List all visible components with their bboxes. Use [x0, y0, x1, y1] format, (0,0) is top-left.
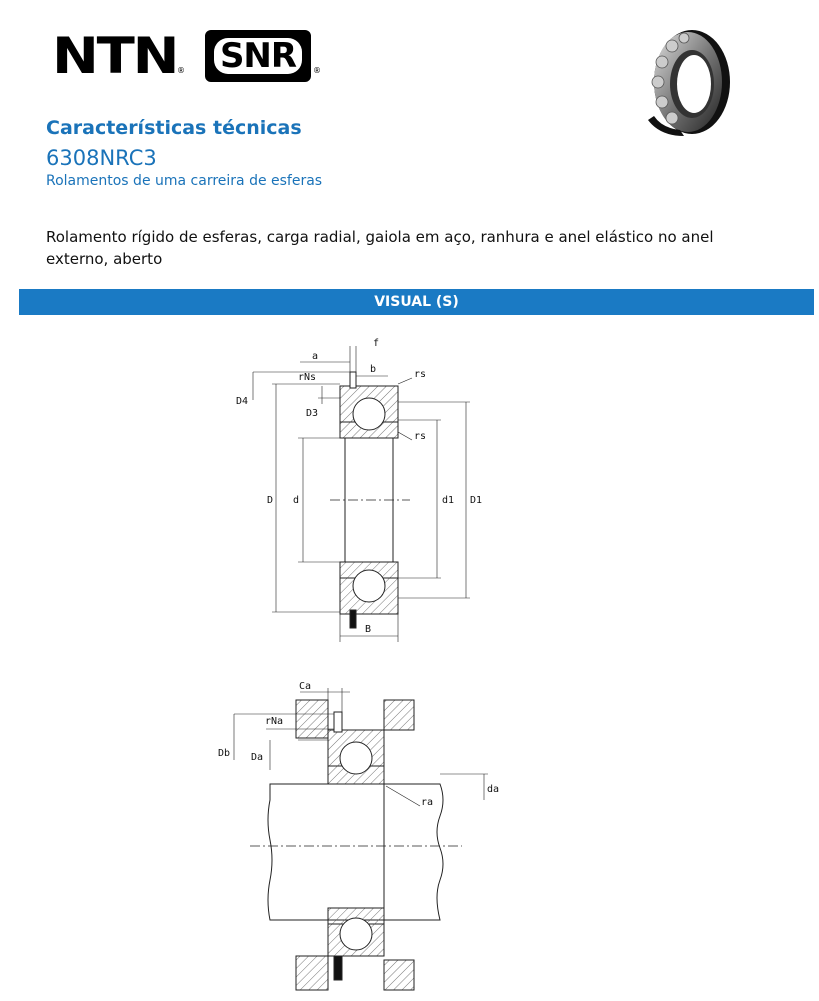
label-da: da — [487, 784, 500, 795]
label-d1: d1 — [442, 495, 455, 506]
label-a: a — [312, 351, 319, 362]
label-rs-top: rs — [414, 369, 427, 380]
bearing-section-drawing — [253, 346, 470, 642]
ntn-registered-mark: ® — [177, 66, 185, 75]
ntn-logo-text: NTN — [52, 27, 178, 85]
page-title: Características técnicas — [46, 117, 302, 139]
label-Db: Db — [218, 748, 231, 759]
label-D4: D4 — [236, 396, 249, 407]
label-f: f — [373, 338, 380, 349]
label-b: b — [370, 364, 377, 375]
product-subtitle: Rolamentos de uma carreira de esferas — [46, 173, 323, 189]
product-code: 6308NRC3 — [46, 146, 157, 170]
snr-logo-text: SNR — [214, 38, 302, 74]
label-ra: ra — [421, 797, 434, 808]
mounting-drawing — [234, 688, 488, 990]
section-bar-visual: VISUAL (S) — [19, 289, 814, 315]
label-rs-inner: rs — [414, 431, 427, 442]
label-D3: D3 — [306, 408, 319, 419]
label-Da: Da — [251, 752, 264, 763]
label-Ca: Ca — [299, 681, 312, 692]
label-D: D — [267, 495, 274, 506]
label-D1: D1 — [470, 495, 483, 506]
label-d: d — [293, 495, 300, 506]
label-rNs: rNs — [298, 372, 317, 383]
label-B: B — [365, 624, 372, 635]
product-description: Rolamento rígido de esferas, carga radial, gaiola em aço, ranhura e anel elástico no anel externo, aberto — [46, 228, 714, 268]
label-rNa: rNa — [265, 716, 284, 727]
snr-registered-mark: ® — [313, 66, 321, 75]
